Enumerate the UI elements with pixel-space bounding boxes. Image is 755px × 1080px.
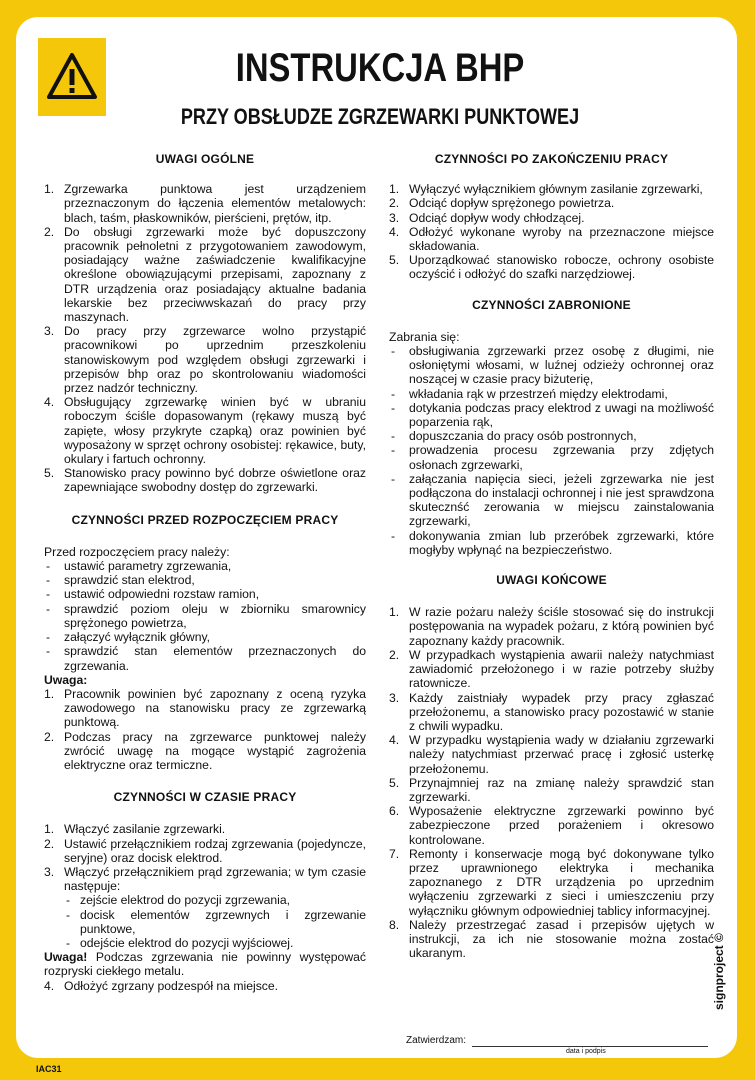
list-item: 4. W przypadku wystąpienia wady w działaniu zgrzewarki należy natychmiast przerwać pracę i zgłosić usterkę przełożonemu. <box>389 733 714 776</box>
general-list <box>44 182 366 494</box>
section-heading-final: UWAGI KOŃCOWE <box>496 573 607 588</box>
list-item: 5. Stanowisko pracy powinno być dobrze oświetlone oraz zapewniające swobodny dostęp do zgrzewarki. <box>44 466 366 495</box>
list-item: 6. Wyposażenie elektryczne zgrzewarki powinno być zabezpieczone przed porażeniem i okresowo kontrolowane. <box>389 804 714 847</box>
list-item: 3. Każdy zaistniały wypadek przy pracy zgłaszać przełożonemu, a stanowisko pracy pozostawić w stanie z chwili wypadku. <box>389 690 714 733</box>
list-item: 2. W przypadkach wystąpienia awarii należy natychmiast zawiadomić przełożonego i w razie potrzeby służby ratownicze. <box>389 647 714 691</box>
forbidden-list <box>389 344 714 557</box>
list-item: 5. Przynajmniej raz na zmianę należy sprawdzić stan zgrzewarki. <box>389 775 714 804</box>
list-item: 1. Włączyć zasilanie zgrzewarki. <box>44 822 226 837</box>
during-list-end <box>44 979 366 993</box>
list-item: - wkładania rąk w przestrzeń między elektrodami, <box>389 387 714 401</box>
list-item: - dokonywania zmian lub przeróbek zgrzewarki, które mogłyby wpłynąć na bezpieczeństwo. <box>389 529 714 557</box>
list-item: 5. Uporządkować stanowisko robocze, ochrony osobiste oczyścić i odłożyć do szafki narzędziowej. <box>389 253 714 282</box>
signature-line <box>472 1046 708 1047</box>
right-column <box>389 152 714 960</box>
approve-label: Zatwierdzam: <box>406 1035 467 1046</box>
after-list <box>389 182 714 281</box>
list-item: 2. Ustawić przełącznikiem rodzaj zgrzewania (pojedyncze, seryjne) oraz docisk elektrod. <box>44 836 366 865</box>
list-item: 4. Odłożyć wykonane wyroby na przeznaczone miejsce składowania. <box>389 224 714 254</box>
list-item: 2. Odciąć dopływ sprężonego powietrza. <box>389 196 615 211</box>
before-intro: Przed rozpoczęciem pracy należy: <box>44 544 230 559</box>
sub-list-item: - docisk elementów zgrzewnych i zgrzewanie punktowe, <box>44 908 366 936</box>
list-item: - ustawić parametry zgrzewania, <box>44 559 366 573</box>
list-item: 4. Odłożyć zgrzany podzespół na miejsce. <box>44 978 279 993</box>
final-list <box>389 605 714 960</box>
list-item: 1. Wyłączyć wyłącznikiem głównym zasilanie zgrzewarki, <box>389 182 703 197</box>
list-item: 1. Zgrzewarka punktowa jest urządzeniem przeznaczonym do łączenia elementów metalowych: blach, taśm, płaskowników, pierścieni, prętów, itp. <box>44 182 366 225</box>
list-item: - prowadzenia procesu zgrzewania przy zdjętych osłonach zgrzewarki, <box>389 443 714 471</box>
forbidden-intro: Zabrania się: <box>389 329 460 344</box>
note-label: Uwaga: <box>44 672 88 687</box>
list-item: - sprawdzić poziom oleju w zbiorniku smarownicy sprężonego powietrza, <box>44 602 366 630</box>
list-item: 2. Do obsługi zgrzewarki może być dopuszczony pracownik pełnoletni z przygotowaniem zawodowym, posiadający ważne zaświadczenie kwalifikacyjne określone obowiązującymi przepisami, zapoznany z DTR urządzenia oraz posiadający aktualne badania lekarskie bez przeciwwskazań do pracy przy maszynach. <box>44 224 366 325</box>
warning-triangle-icon <box>46 52 98 100</box>
list-item: 1. W razie pożaru należy ściśle stosować się do instrukcji postępowania na wypadek pożaru, z którą powinien być zapoznany każdy pracownik. <box>389 605 714 648</box>
during-list <box>44 822 366 950</box>
page-subtitle: PRZY OBSŁUDZE ZGRZEWARKI PUNKTOWEJ <box>180 104 580 129</box>
list-item: 8. Należy przestrzegać zasad i przepisów ujętych w instrukcji, za ich nie stosowanie można zostać ukaranym. <box>389 917 714 961</box>
brand-mark: signproject © <box>712 933 726 1010</box>
list-item: 3. Odciąć dopływ wody chłodzącej. <box>389 210 585 225</box>
section-heading-forbidden: CZYNNOŚCI ZABRONIONE <box>472 297 631 312</box>
list-item: 1. Pracownik powinien być zapoznany z oceną ryzyka zawodowego na stanowisku pracy ze zgrzewarką punktową. <box>44 686 366 730</box>
list-item: - załączania napięcia sieci, jeżeli zgrzewarka nie jest podłączona do instalacji ochronnej i nie jest sprawdzona skutecznść zerowania w miejscu zainstalowania zgrzewarki, <box>389 472 714 529</box>
list-item: - dotykania podczas pracy elektrod z uwagi na możliwość poparzenia rąk, <box>389 401 714 429</box>
list-item: - załączyć wyłącznik główny, <box>44 630 366 644</box>
list-item: 7. Remonty i konserwacje mogą być dokonywane tylko przez uprawnionego elektryka i mechanika zapoznanego z DTR urządzenia po uprzednim wyłączeniu zgrzewarki z sieci i umieszczeniu przy wyłączniku głównym odpowiedniej tablicy informacyjnej. <box>389 846 714 918</box>
before-list <box>44 559 366 673</box>
section-heading-general: UWAGI OGÓLNE <box>155 152 255 166</box>
note-list <box>44 687 366 772</box>
list-item: - ustawić odpowiedni rozstaw ramion, <box>44 587 366 601</box>
sub-list-item: - odejście elektrod do pozycji wyjściowej. <box>44 936 366 950</box>
section-heading-before: CZYNNOŚCI PRZED ROZPOCZĘCIEM PRACY <box>71 512 339 527</box>
signature-hint: data i podpis <box>566 1048 606 1055</box>
section-heading-after: CZYNNOŚCI PO ZAKOŃCZENIU PRACY <box>434 152 669 166</box>
list-item: 3. Do pracy przy zgrzewarce wolno przystąpić pracownikowi po uprzednim przeszkoleniu stanowiskowym pod względem obsługi zgrzewarki i przepisów bhp oraz po skontrolowaniu wiadomości przez nadzór techniczny. <box>44 324 366 396</box>
product-code: IAC31 <box>36 1064 62 1074</box>
section-heading-during: CZYNNOŚCI W CZASIE PRACY <box>113 790 297 805</box>
list-item: 2. Podczas pracy na zgrzewarce punktowej należy zwrócić uwagę na mogące wystąpić zagrożenia elektryczne oraz termiczne. <box>44 729 366 772</box>
list-item: - obsługiwania zgrzewarki przez osobę z długimi, nie osłoniętymi włosami, w luźnej odzieży ochronnej oraz noszącej w czasie pracy biżuterię, <box>389 344 714 387</box>
warning-badge <box>38 38 106 116</box>
list-item: 4. Obsługujący zgrzewarkę winien być w ubraniu roboczym ściśle dopasowanym (rękawy muszą być zapięte, włosy przykryte czapką) oraz powinien być wyposażony w sprzęt ochrony osobistej: rękawice, buty, okulary i fartuch ochronny. <box>44 395 366 467</box>
list-item: - sprawdzić stan elementów przeznaczonych do zgrzewania. <box>44 644 366 672</box>
during-warning: Uwaga! Podczas zgrzewania nie powinny występować rozpryski ciekłego metalu. <box>44 950 366 979</box>
list-item: 3. Włączyć przełącznikiem prąd zgrzewania; w tym czasie następuje: <box>44 864 366 894</box>
page-title: INSTRUKCJA BHP <box>235 46 525 90</box>
list-item: - sprawdzić stan elektrod, <box>44 573 366 587</box>
list-item: - dopuszczania do pracy osób postronnych, <box>389 429 714 443</box>
left-column <box>44 152 366 993</box>
sub-list-item: - zejście elektrod do pozycji zgrzewania, <box>44 893 366 907</box>
